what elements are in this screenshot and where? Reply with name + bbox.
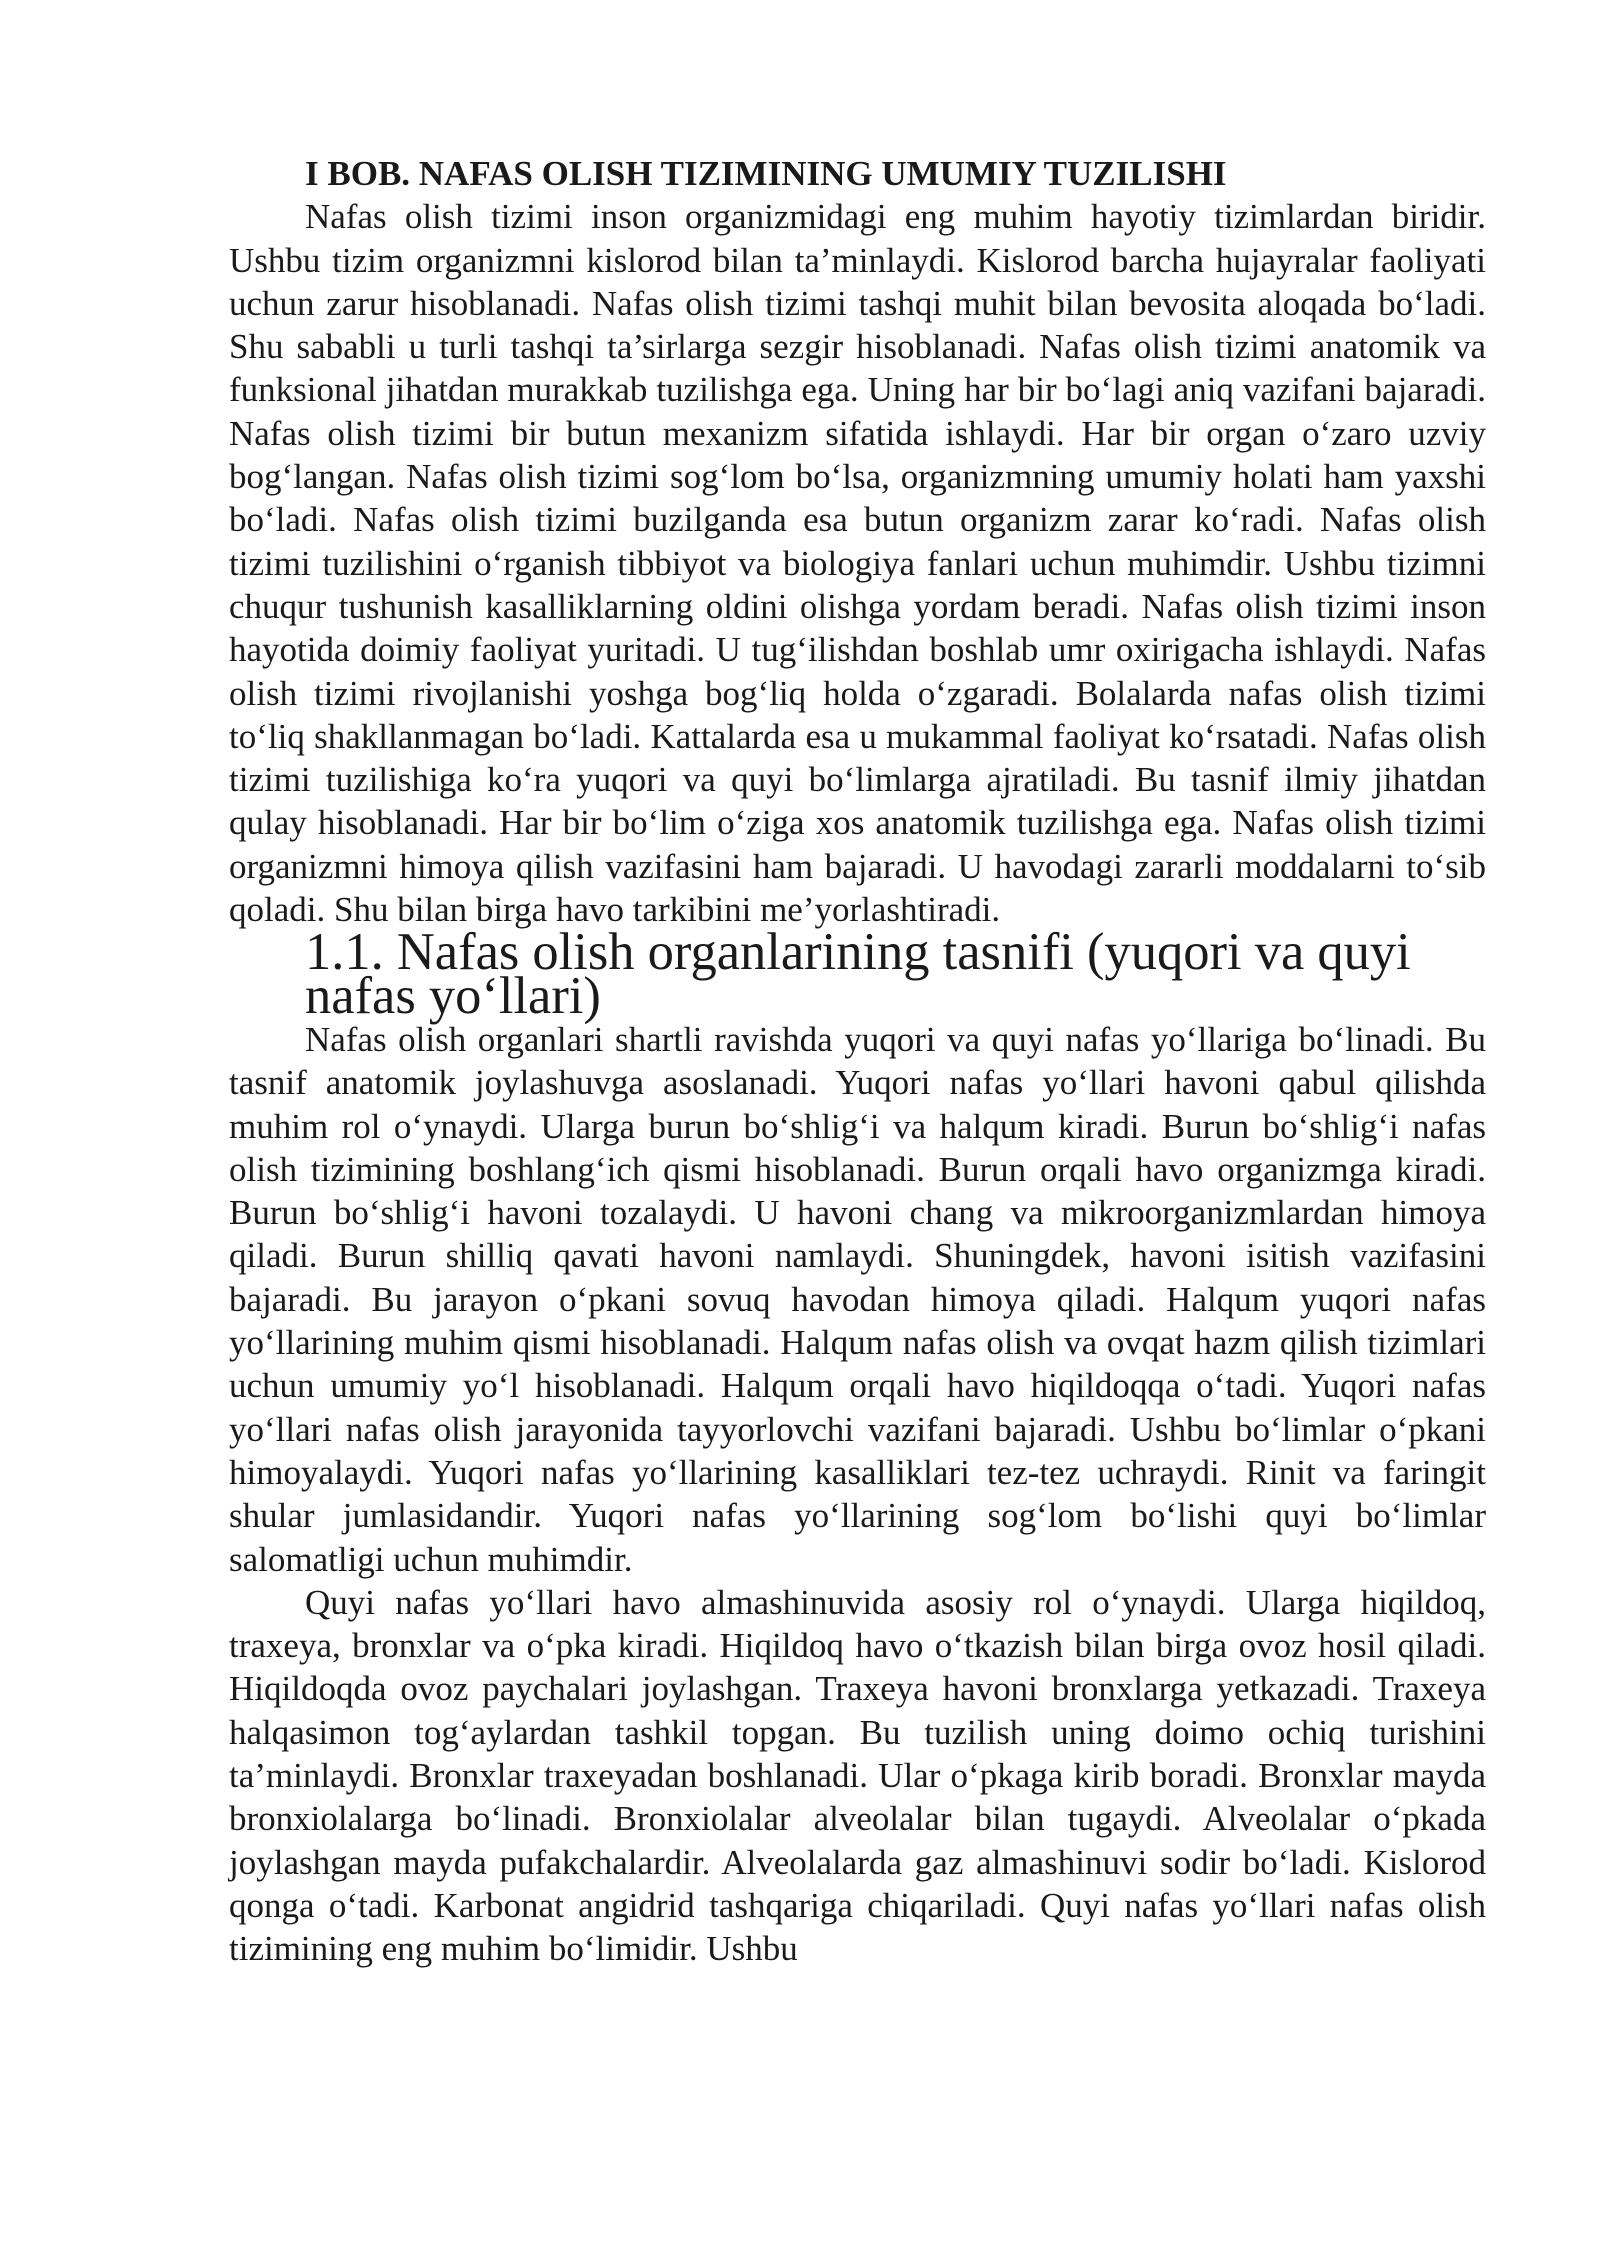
upper-airways-paragraph: Nafas olish organlari shartli ravishda yuqori va quyi nafas yo‘llariga bo‘linadi. Bu tasnif anatomik joylashuvga asoslanadi. Yuqori nafas yo‘llari havoni qabul qilishda muhim rol o‘ynaydi. Ularga burun bo‘shlig‘i va halqum kiradi. Burun bo‘shlig‘i nafas olish tizimining boshlang‘ich qismi hisoblanadi. Burun orqali havo organizmga kiradi. Burun bo‘shlig‘i havoni tozalaydi. U havoni chang va mikroorganizmlardan himoya qiladi. Burun shilliq qavati havoni namlaydi. Shuningdek, havoni isitish vazifasini bajaradi. Bu jarayon o‘pkani sovuq havodan himoya qiladi. Halqum yuqori nafas yo‘llarining muhim qismi hisoblanadi. Halqum nafas olish va ovqat hazm qilish tizimlari uchun umumiy yo‘l hisoblanadi. Halqum orqali havo hiqildoqqa o‘tadi. Yuqori nafas yo‘llari nafas olish jarayonida tayyorlovchi vazifani bajaradi. Ushbu bo‘limlar o‘pkani himoyalaydi. Yuqori nafas yo‘llarining kasalliklari tez-tez uchraydi. Rinit va faringit shular jumlasidandir. Yuqori nafas yo‘llarining sog‘lom bo‘lishi quyi bo‘limlar salomatligi uchun muhimdir. [229,1019,1486,1579]
section-title: 1.1. Nafas olish organlarining tasnifi (yuqori va quyi nafas yo‘llari) [305,923,1411,1025]
lower-airways-paragraph: Quyi nafas yo‘llari havo almashinuvida asosiy rol o‘ynaydi. Ularga hiqildoq, traxeya, bronxlar va o‘pka kiradi. Hiqildoq havo o‘tkazish bilan birga ovoz hosil qiladi. Hiqildoqda ovoz paychalari joylashgan. Traxeya havoni bronxlarga yetkazadi. Traxeya halqasimon tog‘aylardan tashkil topgan. Bu tuzilish uning doimo ochiq turishini ta’minlaydi. Bronxlar traxeyadan boshlanadi. Ular o‘pkaga kirib boradi. Bronxlar mayda bronxiolalarga bo‘linadi. Bronxiolalar alveolalar bilan tugaydi. Alveolalar o‘pkada joylashgan mayda pufakchalardir. Alveolalarda gaz almashinuvi sodir bo‘ladi. Kislorod qonga o‘tadi. Karbonat angidrid tashqariga chiqariladi. Quyi nafas yo‘llari nafas olish tizimining eng muhim bo‘limidir. Ushbu [229,1582,1486,1969]
intro-paragraph: Nafas olish tizimi inson organizmidagi eng muhim hayotiy tizimlardan biridir. Ushbu tizim organizmni kislorod bilan ta’minlaydi. Kislorod barcha hujayralar faoliyati uchun zarur hisoblanadi. Nafas olish tizimi tashqi muhit bilan bevosita aloqada bo‘ladi. Shu sababli u turli tashqi ta’sirlarga sezgir hisoblanadi. Nafas olish tizimi anatomik va funksional jihatdan murakkab tuzilishga ega. Uning har bir bo‘lagi aniq vazifani bajaradi. Nafas olish tizimi bir butun mexanizm sifatida ishlaydi. Har bir organ o‘zaro uzviy bog‘langan. Nafas olish tizimi sog‘lom bo‘lsa, organizmning umumiy holati ham yaxshi bo‘ladi. Nafas olish tizimi buzilganda esa butun organizm zarar ko‘radi. Nafas olish tizimi tuzilishini o‘rganish tibbiyot va biologiya fanlari uchun muhimdir. Ushbu tizimni chuqur tushunish kasalliklarning oldini olishga yordam beradi. Nafas olish tizimi inson hayotida doimiy faoliyat yuritadi. U tug‘ilishdan boshlab umr oxirigacha ishlaydi. Nafas olish tizimi rivojlanishi yoshga bog‘liq holda o‘zgaradi. Bolalarda nafas olish tizimi to‘liq shakllanmagan bo‘ladi. Kattalarda esa u mukammal faoliyat ko‘rsatadi. Nafas olish tizimi tuzilishiga ko‘ra yuqori va quyi bo‘limlarga ajratiladi. Bu tasnif ilmiy jihatdan qulay hisoblanadi. Har bir bo‘lim o‘ziga xos anatomik tuzilishga ega. Nafas olish tizimi organizmni himoya qilish vazifasini ham bajaradi. U havodagi zararli moddalarni to‘sib qoladi. Shu bilan birga havo tarkibini me’yorlashtiradi. [229,197,1486,930]
chapter-title: I BOB. NAFAS OLISH TIZIMINING UMUMIY TUZILISHI [305,154,1227,193]
document-page [229,152,1486,1970]
